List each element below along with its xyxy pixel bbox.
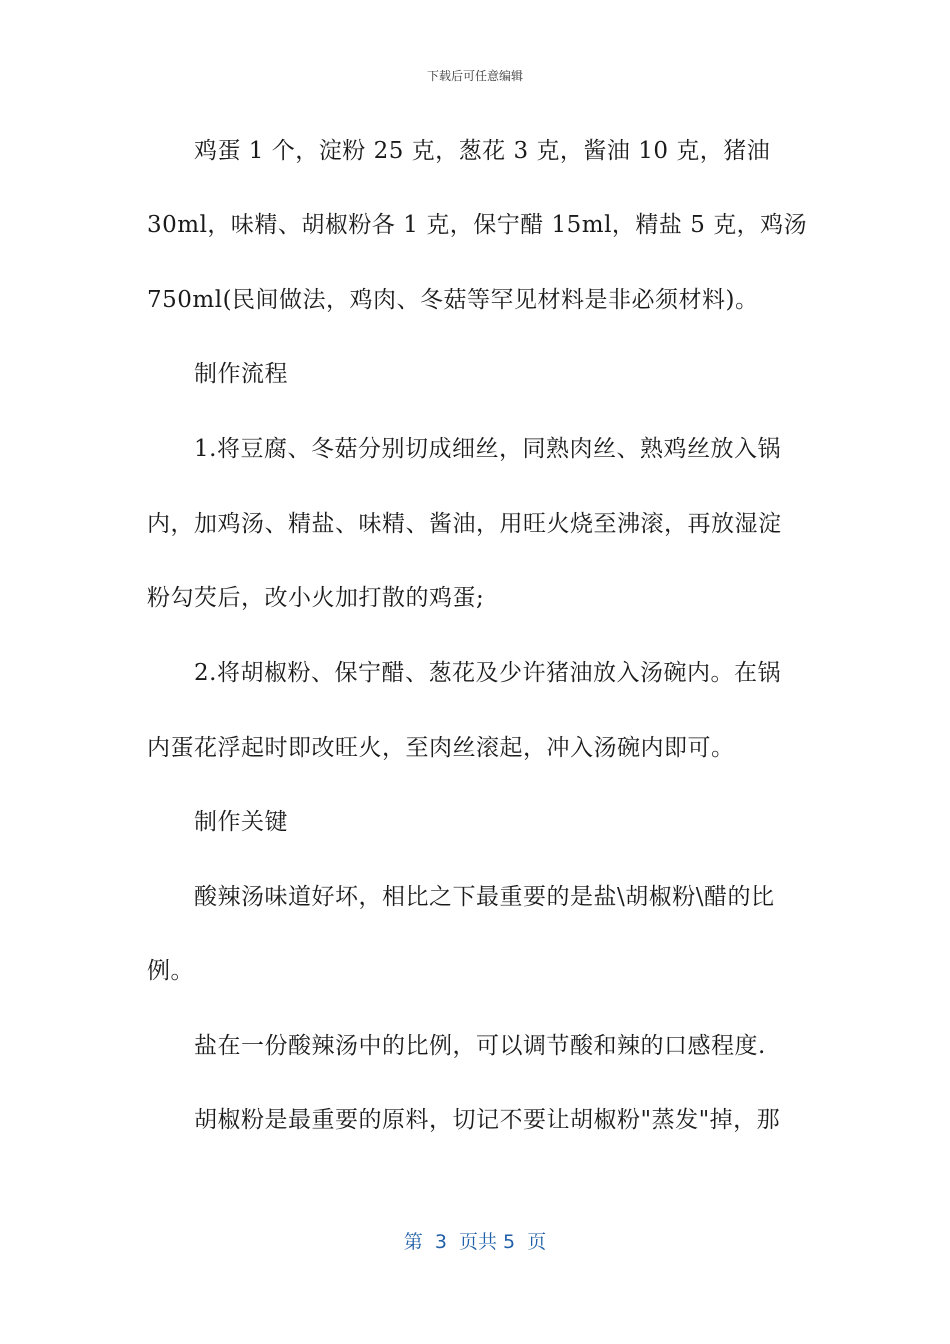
- text-line: 30ml，味精、胡椒粉各 1 克，保宁醋 15ml，精盐 5 克，鸡汤: [147, 212, 808, 238]
- header-note: 下载后可任意编辑: [426, 69, 523, 83]
- text-line: 盐在一份酸辣汤中的比例，可以调节酸和辣的口感程度.: [194, 1033, 766, 1059]
- text-line: 粉勾芡后，改小火加打散的鸡蛋;: [147, 585, 485, 611]
- text-line: 内，加鸡汤、精盐、味精、酱油，用旺火烧至沸滚，再放湿淀: [147, 511, 782, 537]
- text-line: 2.将胡椒粉、保宁醋、葱花及少许猪油放入汤碗内。在锅: [194, 660, 781, 686]
- text-line: 例。: [147, 958, 194, 984]
- text-line: 胡椒粉是最重要的原料，切记不要让胡椒粉"蒸发"掉，那: [194, 1107, 781, 1133]
- text-line: 鸡蛋 1 个，淀粉 25 克，葱花 3 克，酱油 10 克，猪油: [194, 138, 771, 164]
- text-line: 内蛋花浮起时即改旺火，至肉丝滚起，冲入汤碗内即可。: [147, 735, 735, 761]
- text-line: 750ml(民间做法，鸡肉、冬菇等罕见材料是非必须材料)。: [147, 287, 759, 313]
- page-number: 第 3 页共 5 页: [403, 1231, 547, 1253]
- section-heading: 制作流程: [194, 361, 288, 387]
- text-line: 1.将豆腐、冬菇分别切成细丝，同熟肉丝、熟鸡丝放入锅: [194, 436, 781, 462]
- section-heading: 制作关键: [194, 809, 288, 835]
- text-line: 酸辣汤味道好坏，相比之下最重要的是盐\胡椒粉\醋的比: [194, 884, 775, 910]
